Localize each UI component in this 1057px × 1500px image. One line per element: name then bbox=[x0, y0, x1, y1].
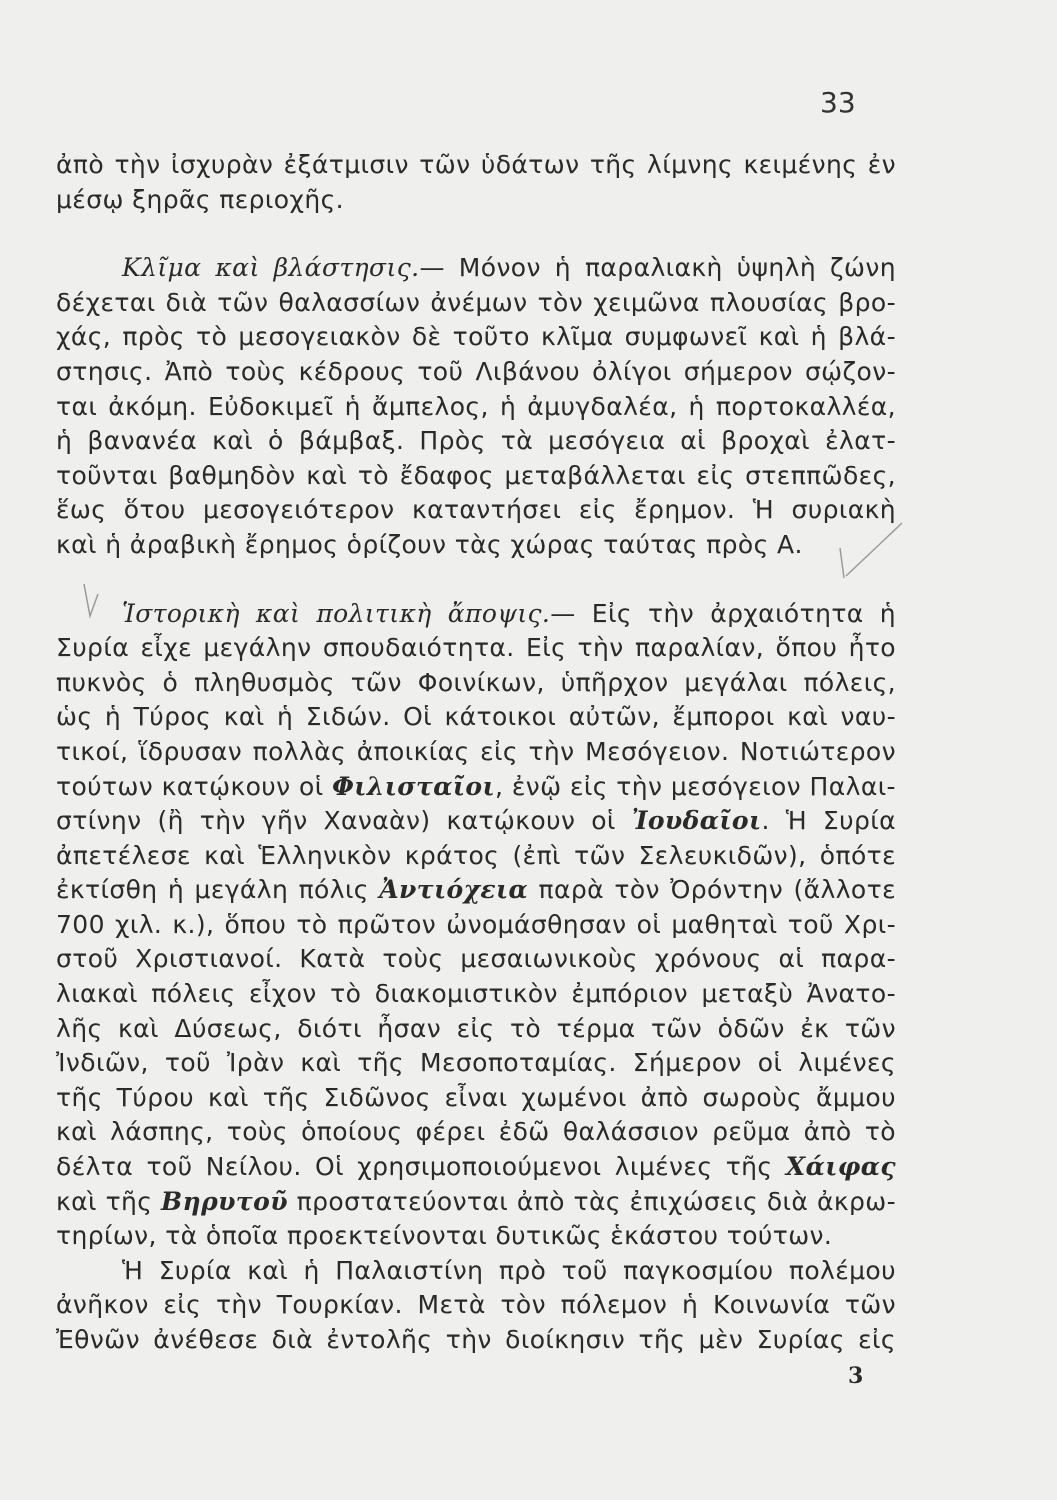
text-line: ἀπὸ τὴν ἰσχυρὰν ἐξάτμισιν τῶν ὑδάτων τῆς λίμνης κειμένης ἐν bbox=[56, 150, 896, 179]
text-line: καὶ ἡ ἀραβικὴ ἔρημος ὁρίζουν τὰς χώρας ταύτας πρὸς Α. bbox=[56, 529, 803, 559]
text-span: δέλτα τοῦ Νείλου. Οἱ χρησιμοποιούμενοι λιμένες τῆς bbox=[56, 1152, 786, 1182]
text-line: ἡ βανανέα καὶ ὁ βάμβαξ. Πρὸς τὰ μεσόγεια αἱ βροχαὶ ἐλατ- bbox=[56, 426, 896, 456]
text-line: Ἡ Συρία καὶ ἡ Παλαιστίνη πρὸ τοῦ παγκοσμίου πολέμου bbox=[122, 1255, 896, 1285]
paragraph bbox=[56, 148, 896, 217]
text-line: χάς, πρὸς τὸ μεσογειακὸν δὲ τοῦτο κλῖμα συμφωνεῖ καὶ ἡ βλά- bbox=[56, 322, 896, 352]
text-line bbox=[56, 1185, 896, 1220]
text-span: καὶ τῆς bbox=[56, 1186, 162, 1216]
text-line bbox=[56, 597, 896, 632]
text-line: ἀνῆκον εἰς τὴν Τουρκίαν. Μετὰ τὸν πόλεμον ἡ Κοινωνία τῶν bbox=[56, 1290, 896, 1320]
text-line: ἕως ὅτου μεσογειότερον καταντήσει εἰς ἔρημον. Ἡ συριακὴ bbox=[56, 495, 896, 525]
paragraph bbox=[56, 597, 896, 1254]
text-line: 700 χιλ. κ.), ὅπου τὸ πρῶτον ὠνομάσθησαν οἱ μαθηταὶ τοῦ Χρι- bbox=[56, 909, 896, 939]
text-line bbox=[56, 770, 896, 805]
text-line: καὶ λάσπης, τοὺς ὁποίους φέρει ἐδῶ θαλάσσιον ρεῦμα ἀπὸ τὸ bbox=[56, 1117, 896, 1147]
page-number: 33 bbox=[820, 86, 856, 119]
text-span: στίνην (ἢ τὴν γῆν Χαναὰν) κατῴκουν οἱ bbox=[56, 806, 632, 836]
text-span: τούτων κατῴκουν οἱ bbox=[56, 771, 333, 801]
text-line: στησις. Ἀπὸ τοὺς κέδρους τοῦ Λιβάνου ὀλίγοι σήμερον σῴζον- bbox=[56, 356, 896, 386]
emphasized-name: Ἀντιόχεια bbox=[379, 875, 529, 905]
text-span: — Εἰς τὴν ἀρχαιότητα ἡ bbox=[550, 598, 896, 628]
text-span: — Μόνον ἡ παραλιακὴ ὑψηλὴ ζώνη bbox=[419, 253, 896, 283]
text-line: δέχεται διὰ τῶν θαλασσίων ἀνέμων τὸν χειμῶνα πλουσίας βρο- bbox=[56, 287, 896, 317]
text-line: πυκνὸς ὁ πληθυσμὸς τῶν Φοινίκων, ὑπῆρχον μεγάλαι πόλεις, bbox=[56, 667, 896, 697]
body-text bbox=[56, 148, 896, 1358]
text-line: λῆς καὶ Δύσεως, διότι ἦσαν εἰς τὸ τέρμα τῶν ὁδῶν ἐκ τῶν bbox=[56, 1013, 896, 1043]
text-line: ὡς ἡ Τύρος καὶ ἡ Σιδών. Οἱ κάτοικοι αὐτῶν, ἔμποροι καὶ ναυ- bbox=[56, 702, 896, 732]
emphasized-name: Χάιφας bbox=[785, 1152, 896, 1182]
text-line: Ἰνδιῶν, τοῦ Ἰρὰν καὶ τῆς Μεσοποταμίας. Σήμερον οἱ λιμένες bbox=[56, 1048, 896, 1078]
text-line: λιακαὶ πόλεις εἶχον τὸ διακομιστικὸν ἐμπόριον μεταξὺ Ἀνατο- bbox=[56, 979, 896, 1009]
section-heading: Κλῖμα καὶ βλάστησις. bbox=[122, 253, 420, 283]
paragraph bbox=[56, 251, 896, 562]
text-line: Ἐθνῶν ἀνέθεσε διὰ ἐντολῆς τὴν διοίκησιν τῆς μὲν Συρίας εἰς bbox=[56, 1325, 896, 1354]
text-line: ται ἀκόμη. Εὐδοκιμεῖ ἡ ἄμπελος, ἡ ἀμυγδαλέα, ἡ πορτοκαλλέα, bbox=[56, 391, 896, 421]
text-line: ἀπετέλεσε καὶ Ἑλληνικὸν κράτος (ἐπὶ τῶν Σελευκιδῶν), ὁπότε bbox=[56, 840, 896, 870]
text-span: . Ἡ Συρία bbox=[761, 806, 896, 836]
text-span: , ἐνῷ εἰς τὴν μεσόγειον Παλαι- bbox=[494, 771, 896, 801]
text-line: μέσῳ ξηρᾶς περιοχῆς. bbox=[56, 184, 344, 214]
text-line: τῆς Τύρου καὶ τῆς Σιδῶνος εἶναι χωμένοι ἀπὸ σωροὺς ἄμμου bbox=[56, 1082, 896, 1112]
emphasized-name: Ἰουδαῖοι bbox=[631, 806, 762, 836]
text-line bbox=[56, 251, 896, 286]
text-span: προστατεύονται ἀπὸ τὰς ἐπιχώσεις διὰ ἀκρω- bbox=[287, 1186, 896, 1216]
text-line: Συρία εἶχε μεγάλην σπουδαιότητα. Εἰς τὴν παραλίαν, ὅπου ἦτο bbox=[56, 633, 896, 663]
text-line: τηρίων, τὰ ὁποῖα προεκτείνονται δυτικῶς ἑκάστου τούτων. bbox=[56, 1221, 833, 1251]
text-line: στοῦ Χριστιανοί. Κατὰ τοὺς μεσαιωνικοὺς χρόνους αἱ παρα- bbox=[56, 944, 896, 974]
text-line bbox=[56, 873, 896, 908]
paragraph bbox=[56, 1254, 896, 1358]
text-span: παρὰ τὸν Ὀρόντην (ἄλλοτε bbox=[528, 875, 896, 905]
text-line bbox=[56, 1150, 896, 1185]
text-span: ἐκτίσθη ἡ μεγάλη πόλις bbox=[56, 875, 380, 905]
emphasized-name: Φιλισταῖοι bbox=[332, 771, 495, 801]
text-line: τικοί, ἵδρυσαν πολλὰς ἀποικίας εἰς τὴν Μεσόγειον. Νοτιώτερον bbox=[56, 736, 896, 766]
signature-mark: 3 bbox=[848, 1363, 864, 1389]
text-line: τοῦνται βαθμηδὸν καὶ τὸ ἔδαφος μεταβάλλεται εἰς στεππῶδες, bbox=[56, 460, 896, 490]
text-line bbox=[56, 804, 896, 839]
section-heading: Ἱστορικὴ καὶ πολιτικὴ ἄποψις. bbox=[122, 598, 551, 628]
emphasized-name: Βηρυτοῦ bbox=[161, 1186, 288, 1216]
